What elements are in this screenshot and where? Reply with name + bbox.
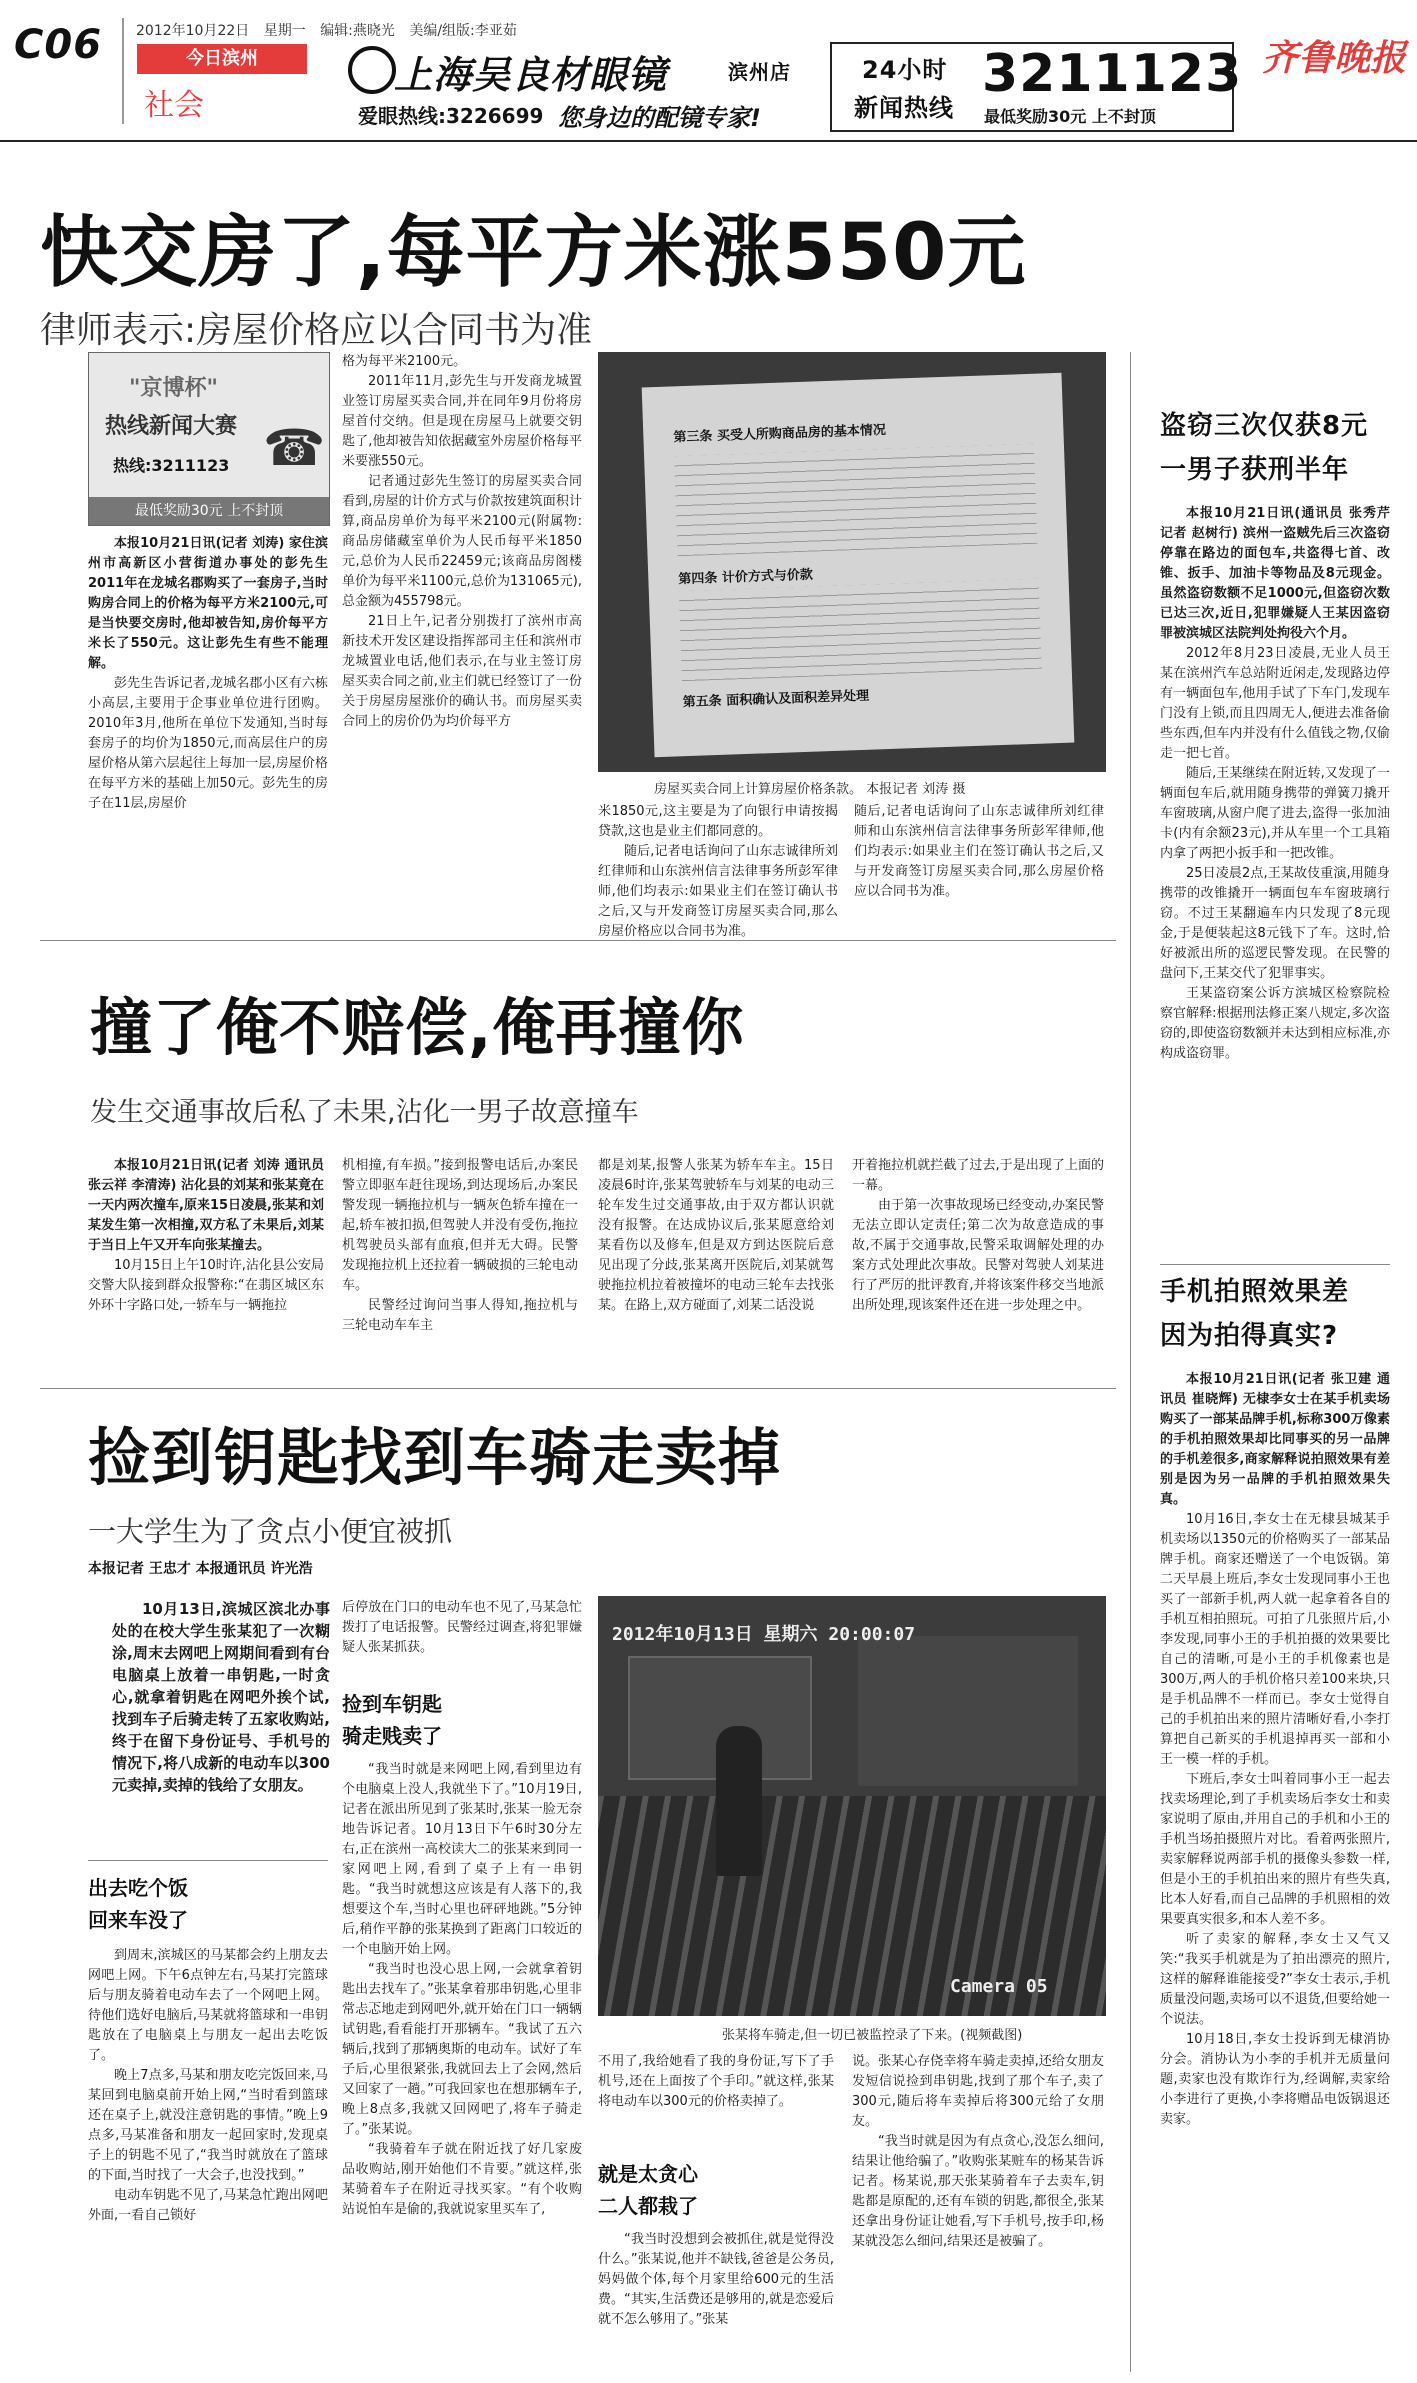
- person-silhouette: [716, 1726, 762, 1876]
- editor-text: 编辑:燕晓光: [320, 23, 395, 39]
- article3-col1: 到周末,滨城区的马某都会约上朋友去网吧上网。下午6点钟左右,马某打完篮球后与朋友骑着电动车去了一个网吧上网。待他们选好电脑后,马某就将篮球和一串钥匙放在了电脑桌上与朋友一起出去吃饭了。 晚上7点多,马某和朋友吃完饭回来,马某回到电脑桌前开始上网,“当时看到篮球还在桌子上,就没注意钥匙的事情。”晚上9点多,马某准备和朋友一起回家时,发现桌子上的钥匙不见了,“我当时就放在了篮球的下面,当时找了一大会子,也没找到。” 电动车钥匙不见了,马某急忙跑出网吧外面,一看自己锁好: [88, 1948, 328, 2223]
- hotline-reward: 最低奖励30元 上不封顶: [984, 107, 1156, 126]
- ad-logo-icon: [348, 46, 396, 94]
- contract-doc-section: 第四条 计价方式与价款: [678, 567, 814, 588]
- contest-ad-phone: 热线:3211123: [113, 456, 230, 475]
- sidebar-headline-2: 手机拍照效果差 因为拍得真实?: [1160, 1277, 1350, 1351]
- designer-text: 美编/组版:李亚茹: [409, 23, 517, 39]
- article2-col2: 机相撞,有车损。”接到报警电话后,办案民警立即驱车赶往现场,到达现场后,办案民警发现一辆拖拉机与一辆灰色轿车撞在一起,轿车被扣损,但驾驶人并没有受伤,拖拉机驾驶员头部有血痕,但并无大碍。民警发现拖拉机上还拉着一辆破损的三轮电动车。 民警经过询问当事人得知,拖拉机与三轮电动车车主: [342, 1158, 578, 1333]
- hotline-label-1: 24小时: [862, 56, 948, 84]
- article2-col4: 开着拖拉机就拦截了过去,于是出现了上面的一幕。 由于第一次事故现场已经变动,办案民警无法立即认定责任;第二次为故意造成的事故,不属于交通事故,民警采取调解处理的办案方式处理此次事故。民警对驾驶人刘某进行了严厉的批评教育,并将该案件移交当地派出所处理,现该案件还在进一步处理之中。: [852, 1158, 1104, 1313]
- ad-hotline: 爱眼热线:3226699: [358, 104, 544, 128]
- ad-slogan: 您身边的配镜专家!: [558, 104, 761, 132]
- date-text: 2012年10月22日: [136, 23, 250, 39]
- article3-sub2: 捡到车钥匙 骑走贱卖了: [342, 1692, 442, 1748]
- telephone-icon: ☎: [263, 419, 326, 477]
- ad-brand: 上海吴良材眼镜: [394, 53, 668, 97]
- contract-photo: [598, 352, 1106, 772]
- contest-ad-title: "京博杯": [129, 376, 218, 401]
- article1-subhead: 律师表示:房屋价格应以合同书为准: [40, 310, 593, 351]
- article2-col3: 都是刘某,报警人张某为轿车车主。15日凌晨6时许,张某驾驶轿车与刘某的电动三轮车发生过交通事故,由于双方都认识就没有报警。在达成协议后,张某愿意给刘某看伤以及修车,但是双方到达医院后意见出现了分歧,张某离开医院后,刘某就驾驶拖拉机拉着被撞坏的电动三轮车去找张某。在路上,双方碰面了,刘某二话没说: [598, 1158, 834, 1313]
- contest-ad-reward: 最低奖励30元 上不封顶: [89, 497, 329, 525]
- section-tag: 今日滨州: [137, 44, 307, 74]
- article2-headline: 撞了俺不赔偿,俺再撞你: [90, 991, 745, 1064]
- article1-col3: 米1850元,这主要是为了向银行申请按揭贷款,这也是业主们都同意的。 随后,记者电话询问了山东志诚律所刘红律师和山东滨州信言法律事务所彭军律师,他们均表示:如果业主们在签订确认书之后,又与开发商签订房屋买卖合同,那么房屋价格应以合同书为准。: [598, 804, 838, 939]
- paper-name: 齐鲁晚报: [1262, 37, 1407, 79]
- contest-ad-line: 热线新闻大赛: [105, 414, 238, 439]
- hotline-contest-ad: [88, 352, 330, 526]
- article3-sub3: 就是太贪心 二人都栽了: [598, 2162, 698, 2218]
- hotline-number: 3211123: [982, 44, 1243, 104]
- cctv-camera-label: Camera 05: [950, 1976, 1048, 1997]
- article1-col1: 本报10月21日讯(记者 刘涛) 家住滨州市高新区小营街道办事处的彭先生2011年在龙城名郡购买了一套房子,当时购房合同上的价格为每平方米2100元,可是当快要交房时,他却被告知,房价每平方米长了550元。这让彭先生有些不能理解。 彭先生告诉记者,龙城名郡小区有六栋小高层,主要用于企事业单位进行团购。2010年3月,他所在单位下发通知,当时每套房子的均价为1850元,而高层住户的房屋价格从第六层起往上每加一层,房屋价格在每平方米的基础上加50元。彭先生的房子在11层,房屋价: [88, 536, 328, 811]
- article2-col1: 本报10月21日讯(记者 刘涛 通讯员 张云祥 李清涛) 沾化县的刘某和张某竟在一天内两次撞车,原来15日凌晨,张某和刘某发生第一次相撞,双方私了未果后,刘某于当日上午又开车向张某撞去。 10月15日上午10时许,沾化县公安局交警大队接到群众报警称:“在翡区城区东外环十字路口处,一轿车与一辆拖拉: [88, 1158, 324, 1313]
- article3-col3: “我当时没想到会被抓住,就是觉得没什么。”张某说,他并不缺钱,爸爸是公务员,妈妈做个体,每个月家里给600元的生活费。“其实,生活费还是够用的,就是恋爱后就不怎么够用了。”张某: [598, 2232, 834, 2327]
- sidebar-headline-1: 盗窃三次仅获8元 一男子获刑半年: [1160, 411, 1369, 485]
- news-hotline-box: [830, 42, 1243, 132]
- article3-photo-caption: 张某将车骑走,但一切已被监控录了下来。(视频截图): [722, 2028, 1023, 2043]
- hotline-label-2: 新闻热线: [854, 94, 954, 122]
- article3-col2: “我当时就是来网吧上网,看到里边有个电脑桌上没人,我就坐下了。”10月19日,记者在派出所见到了张某时,张某一脸无奈地告诉记者。10月13日下午6时30分左右,正在滨州一高校读大二的张某来到同一家网吧上网,看到了桌子上有一串钥匙。“我当时就想这应该是有人落下的,我想要这个车,当时心里也砰砰地跳。”5分钟后,稍作平静的张某换到了距离门口较近的一个电脑开始上网。 “我当时也没心思上网,一会就拿着钥匙出去找车了。”张某拿着那串钥匙,心里非常忐忑地走到网吧外,就开始在门口一辆辆试钥匙,看看能打开那辆车。“我试了五六辆后,找到了那辆奥斯的电动车。试好了车子后,心里很紧张,我就回去上了会网,然后又回家了一趟。”可我回家也在想那辆车子,晚上8点多,我就又回网吧了,将车子骑走了。”张某说。 “我骑着车子就在附近找了好几家废品收购站,刚开始他们不肯要。”就这样,张某骑着车子在附近寻找买家。“有个收购站说怕车是偷的,我就说家里买车了,: [342, 1762, 582, 2217]
- contract-doc-section2: 第五条 面积确认及面积差异处理: [682, 688, 870, 711]
- article3-byline: 本报记者 王忠才 本报通讯员 许光浩: [88, 1561, 313, 1577]
- page-number: C06: [14, 22, 103, 68]
- article1-headline: 快交房了,每平方米涨550元: [40, 208, 1027, 298]
- cctv-timestamp: 2012年10月13日 星期六 20:00:07: [612, 1624, 916, 1645]
- section-name: 社会: [144, 88, 204, 123]
- article3-sub1: 出去吃个饭 回来车没了: [88, 1876, 188, 1932]
- ad-branch: 滨州店: [728, 60, 791, 84]
- article3-col4: 说。张某心存侥幸将车骑走卖掉,还给女朋友发短信说捡到串钥匙,找到了那个车子,卖了300元,随后将车卖掉后将300元给了女朋友。 “我当时就是因为有点贪心,没怎么细问,结果让他给骗了。”收购张某赃车的杨某告诉记者。杨某说,那天张某骑着车子去卖车,钥匙都是原配的,还有车锁的钥匙,都很全,张某还拿出身份证让她看,写下手机号,按手印,杨某就没怎么细问,结果还是被骗了。: [852, 2054, 1104, 2249]
- article1-col4: 随后,记者电话询问了山东志诚律所刘红律师和山东滨州信言法律事务所彭军律师,他们均表示:如果业主们在签订确认书之后,又与开发商签订房屋买卖合同,那么房屋价格应以合同书为准。: [854, 804, 1104, 899]
- article1-photo-caption: 房屋买卖合同上计算房屋价格条款。 本报记者 刘涛 摄: [654, 782, 966, 797]
- weekday-text: 星期一: [263, 23, 306, 39]
- article3-col2a: 后停放在门口的电动车也不见了,马某急忙拨打了电话报警。民警经过调查,将犯罪嫌疑人张某抓获。: [342, 1600, 582, 1655]
- article1-col2: 格为每平米2100元。 2011年11月,彭先生与开发商龙城置业签订房屋买卖合同,并在同年9月份将房屋首付交纳。但是现在房屋马上就要交钥匙了,他却被告知依据藏室外房屋价格每平米要涨550元。 记者通过彭先生签订的房屋买卖合同看到,房屋的计价方式与价款按建筑面积计算,商品房单价为每平米2100元(附属物:商品房储藏室单价为人民币每平米1850元,总价为人民币22459元;该商品房阁楼单价为每平米1100元,总价为131065元),总金额为455798元。 21日上午,记者分别拨打了滨州市高新技术开发区建设指挥部司主任和滨州市龙城置业电话,他们表示,在与业主签订房屋买卖合同之前,业主们就已经签订了一份关于房屋房屋涨价的确认书。而房屋买卖合同上的房价仍为均价每平方: [342, 354, 582, 729]
- article2-subhead: 发生交通事故后私了未果,沾化一男子故意撞车: [90, 1097, 639, 1128]
- article3-lead: 10月13日,滨城区滨北办事处的在校大学生张某犯了一次糊涂,周末去网吧上网期间看到有台电脑桌上放着一串钥匙,一时贪心,就拿着钥匙在网吧外挨个试,找到车子后骑走转了五家收购站,终于在留下身份证号、手机号的情况下,将八成新的电动车以300元卖掉,卖掉的钱给了女朋友。: [112, 1600, 330, 1794]
- article3-col3a: 不用了,我给她看了我的身份证,写下了手机号,还在上面按了个手印。”就这样,张某将电动车以300元的价格卖掉了。: [598, 2054, 834, 2109]
- cctv-photo: [598, 1596, 1106, 2016]
- contract-doc-title: 第三条 买受人所购商品房的基本情况: [673, 422, 887, 446]
- issue-date: [136, 20, 517, 40]
- glasses-ad: [330, 40, 810, 130]
- article3-subhead: 一大学生为了贪点小便宜被抓: [88, 1515, 453, 1548]
- article3-headline: 捡到钥匙找到车骑走卖掉: [88, 1421, 782, 1494]
- sidebar-article-1: 本报10月21日讯(通讯员 张秀芹 记者 赵树行) 滨州一盗贼先后三次盗窃停靠在路边的面包车,共盗得七首、改锥、扳手、加油卡等物品及8元现金。虽然盗窃数额不足1000元,但盗窃次数已达三次,近日,犯罪嫌疑人王某因盗窃罪被滨城区法院判处拘役六个月。 2012年8月23日凌晨,无业人员王某在滨州汽车总站附近闲走,发现路边停有一辆面包车,他用手试了下车门,发现车门没有上锁,而且四周无人,便进去准备偷些东西,但车内并没有什么值钱之物,仅偷走一把七首。 随后,王某继续在附近转,又发现了一辆面包车后,就用随身携带的弹簧刀撬开车窗玻璃,从窗户爬了进去,盗得一张加油卡(内有余额23元),并从车里一个工具箱内拿了两把小扳手和一把改锥。 25日凌晨2点,王某故伎重演,用随身携带的改锥撬开一辆面包车车窗玻璃行窃。不过王某翻遍车内只发现了8元现金,于是便装起这8元钱下了车。这时,恰好被派出所的巡逻民警发现。在民警的盘问下,王某交代了犯罪事实。 王某盗窃案公诉方滨城区检察院检察官解释:根据刑法修正案八规定,多次盗窃的,即使盗窃数额并未达到相应标准,亦构成盗窃罪。: [1160, 506, 1390, 1061]
- sidebar-article-2: 本报10月21日讯(记者 张卫建 通讯员 崔晓辉) 无棣李女士在某手机卖场购买了一部某品牌手机,标称300万像素的手机拍照效果却比同事买的另一品牌的手机差很多,商家解释说拍照效果有差别是因为另一品牌的手机拍照效果失真。 10月16日,李女士在无棣县城某手机卖场以1350元的价格购买了一部某品牌手机。商家还赠送了一个电饭锅。第二天早晨上班后,李女士发现同事小王也买了一部新手机,两人就一起拿着各自的手机互相拍照玩。可拍了几张照片后,小李发现,同事小王的手机拍摄的效果要比自己的清晰,可是小王的手机像素也是300万,两人的手机价格只差100来块,只是手机品牌不一样而已。李女士觉得自己的手机拍出来的照片清晰好看,小李打算把自己新买的手机退掉再买一部和小王一模一样的手机。 下班后,李女士叫着同事小王一起去找卖场理论,到了手机卖场后李女士和卖家说明了原由,并用自己的手机和小王的手机当场拍摄照片对比。看着两张照片,卖家解释说两部手机的摄像头参数一样,但是小王的手机拍出来的照片有些失真,比本人好看,而自己品牌的手机照相的效果要真实很多,和本人差不多。 听了卖家的解释,李女士又气又笑:“我买手机就是为了拍出漂亮的照片,这样的解释谁能接受?”李女士表示,手机质量没问题,卖场可以不退货,但要给她一个说法。 10月18日,李女士投诉到无棣消协分会。消协认为小李的手机并无质量问题,卖家也没有欺诈行为,经调解,卖家给小李进行了更换,小李将赠品电饭锅退还卖家。: [1160, 1372, 1390, 2127]
